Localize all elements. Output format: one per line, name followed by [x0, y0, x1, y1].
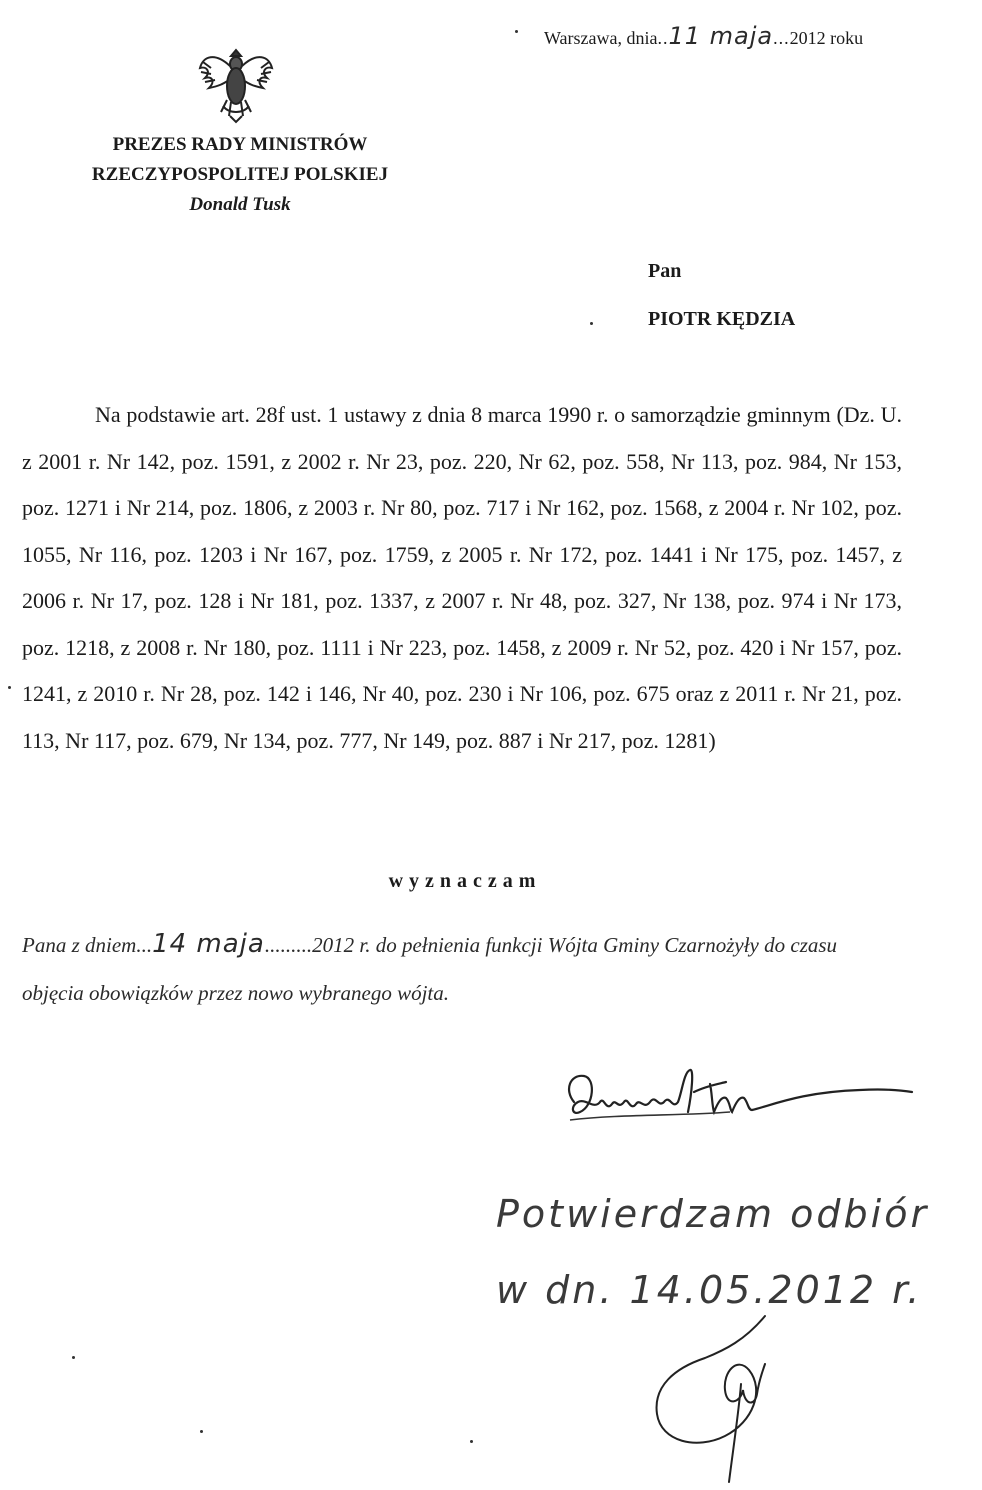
- appointment-prefix: Pana z dniem: [22, 933, 137, 957]
- appointment-text: 2012 r. do pełnienia funkcji Wójta Gminy Czarnożyły do czasu objęcia obowiązków przez nowo wybranego wójta.: [22, 933, 838, 1005]
- polish-eagle-emblem-icon: [197, 42, 275, 124]
- scan-speck: [515, 30, 518, 33]
- header-title-line-1: PREZES RADY MINISTRÓW: [112, 134, 368, 155]
- recipient-salutation: Pan: [648, 260, 682, 282]
- handwritten-receipt-note: [496, 1176, 930, 1328]
- date-suffix: 2012 roku: [789, 28, 864, 48]
- appointment-paragraph: Pana z dniem...14 maja.........2012 r. do pełnienia funkcji Wójta Gminy Czarnożyły do czasu objęcia obowiązków przez nowo wybranego wójta.: [22, 929, 838, 1005]
- recipient-block: [648, 256, 795, 334]
- legal-basis-paragraph: Na podstawie art. 28f ust. 1 ustawy z dnia 8 marca 1990 r. o samorządzie gminnym (Dz. U. z 2001 r. Nr 142, poz. 1591, z 2002 r. Nr 23, poz. 220, Nr 62, poz. 558, Nr 113, poz. 984, Nr 153, poz. 1271 i Nr 214, poz. 1806, z 2003 r. Nr 80, poz. 717 i Nr 162, poz. 1568, z 2004 r. Nr 102, poz. 1055, Nr 116, poz. 1203 i Nr 167, poz. 1759, z 2005 r. Nr 172, poz. 1441 i Nr 175, poz. 1457, z 2006 r. Nr 17, poz. 128 i Nr 181, poz. 1337, z 2007 r. Nr 48, poz. 327, Nr 138, poz. 974 i Nr 173, poz. 1218, z 2008 r. Nr 180, poz. 1111 i Nr 223, poz. 1458, z 2009 r. Nr 52, poz. 420 i Nr 157, poz. 1241, z 2010 r. Nr 28, poz. 142 i 146, Nr 40, poz. 230 i Nr 106, poz. 675 oraz z 2011 r. Nr 21, poz. 113, Nr 117, poz. 679, Nr 134, poz. 777, Nr 149, poz. 887 i Nr 217, poz. 1281): [22, 402, 902, 753]
- scan-speck: [200, 1430, 203, 1433]
- scan-speck: [72, 1356, 75, 1359]
- recipient-name: PIOTR KĘDZIA: [648, 308, 796, 330]
- handwritten-appointment-date: 14 maja: [152, 929, 265, 959]
- scan-speck: [590, 322, 593, 325]
- scan-speck: [8, 686, 11, 689]
- date-prefix: Warszawa, dnia: [544, 28, 658, 48]
- signature-text: Donald Tusk: [360, 862, 366, 863]
- receipt-note-line-1: Potwierdzam odbiór: [496, 1192, 930, 1236]
- scan-speck: [470, 1440, 473, 1443]
- date-line: Warszawa, dnia..11 maja...2012 roku: [544, 22, 864, 50]
- receipt-note-line-2: w dn. 14.05.2012 r.: [496, 1268, 923, 1312]
- sender-header: [30, 130, 450, 220]
- decision-word: wyznaczam: [388, 870, 542, 892]
- handwritten-date: 11 maja: [668, 22, 774, 50]
- header-title-line-2: RZECZYPOSPOLITEJ POLSKIEJ: [91, 164, 389, 185]
- initials-text: PK: [445, 1110, 447, 1111]
- sender-name: Donald Tusk: [189, 194, 291, 215]
